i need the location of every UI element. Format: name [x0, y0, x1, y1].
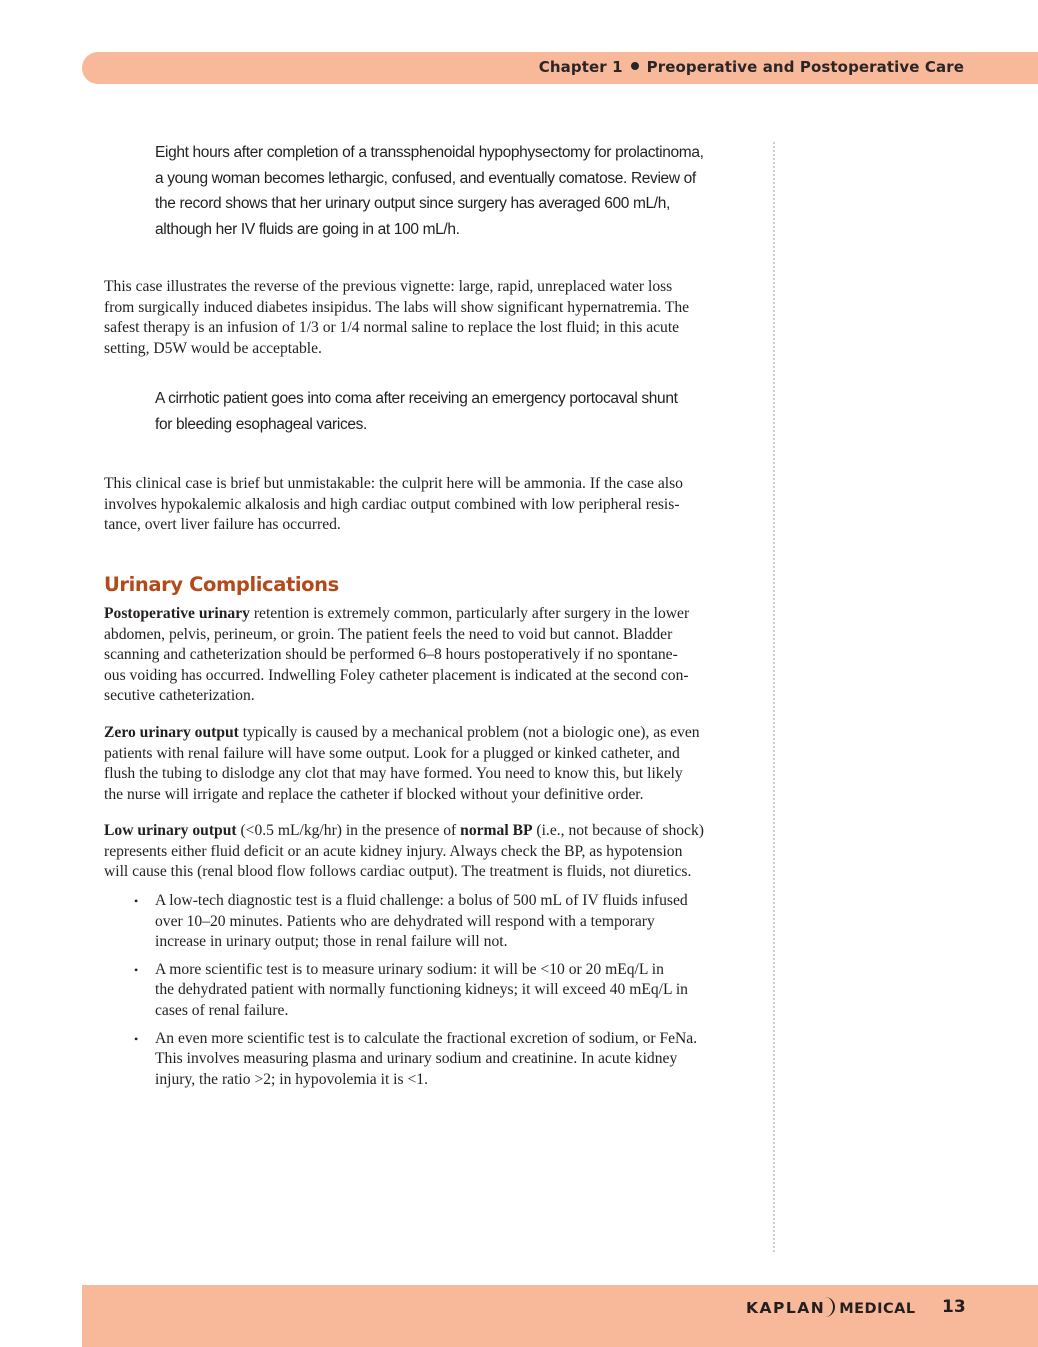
bold-term: Zero urinary output: [104, 724, 239, 741]
logo-medical: MEDICAL: [839, 1301, 916, 1317]
vignette-line: for bleeding esophageal varices.: [155, 415, 367, 433]
text-line: cases of renal failure.: [155, 1001, 289, 1019]
text-line: This case illustrates the reverse of the previous vignette: large, rapid, unreplaced water loss: [104, 278, 673, 295]
list-item: [104, 1029, 756, 1091]
text-line: A low-tech diagnostic test is a fluid challenge: a bolus of 500 mL of IV fluids infused: [155, 892, 688, 909]
text-line: the nurse will irrigate and replace the catheter if blocked without your definitive order.: [104, 785, 644, 803]
text-line: will cause this (renal blood flow follows cardiac output). The treatment is fluids, not diuretics.: [104, 863, 692, 881]
chapter-title: Preoperative and Postoperative Care: [646, 58, 964, 76]
text-line: safest therapy is an infusion of 1/3 or 1/4 normal saline to replace the lost fluid; in this acute: [104, 319, 680, 337]
text-line: the dehydrated patient with normally functioning kidneys; it will exceed 40 mEq/L in: [155, 981, 688, 999]
text-line: increase in urinary output; those in renal failure will not.: [155, 933, 508, 951]
text-line: ous voiding has occurred. Indwelling Foley catheter placement is indicated at the second con-: [104, 666, 689, 684]
text-line: represents either fluid deficit or an acute kidney injury. Always check the BP, as hypotension: [104, 842, 683, 860]
low-output-paragraph: [104, 821, 756, 883]
text-line: typically is caused by a mechanical problem (not a biologic one), as even: [238, 724, 700, 741]
bullet-icon: •: [134, 1031, 139, 1046]
text-fragment: (i.e., not because of shock): [532, 822, 704, 839]
discussion-paragraph-1: [104, 277, 756, 359]
section-heading: Urinary Complications: [104, 573, 339, 596]
text-line: abdomen, pelvis, perineum, or groin. The patient feels the need to void but cannot. Bladder: [104, 625, 673, 643]
logo-arc-icon: [823, 1297, 835, 1317]
case-vignette-2: [155, 386, 715, 437]
text-line: over 10–20 minutes. Patients who are dehydrated will respond with a temporary: [155, 912, 655, 930]
bullet-icon: •: [134, 962, 139, 977]
page-number: 13: [942, 1297, 966, 1317]
vignette-line: Eight hours after completion of a transsphenoidal hypophysectomy for prolactinoma,: [155, 144, 704, 161]
text-fragment: (<0.5 mL/kg/hr) in the presence of: [236, 822, 461, 839]
text-line: retention is extremely common, particularly after surgery in the lower: [249, 605, 690, 622]
bold-term: normal BP: [460, 822, 533, 839]
vignette-line: although her IV fluids are going in at 100 mL/h.: [155, 220, 460, 238]
vignette-line: the record shows that her urinary output since surgery has averaged 600 mL/h,: [155, 195, 670, 212]
text-line: This involves measuring plasma and urinary sodium and creatinine. In acute kidney: [155, 1050, 678, 1068]
text-line: scanning and catheterization should be performed 6–8 hours postoperatively if no spontane-: [104, 646, 678, 664]
text-line: patients with renal failure will have some output. Look for a plugged or kinked catheter, and: [104, 744, 680, 762]
text-line: setting, D5W would be acceptable.: [104, 339, 322, 357]
text-line: involves hypokalemic alkalosis and high cardiac output combined with low peripheral resis-: [104, 495, 680, 513]
text-line: injury, the ratio >2; in hypovolemia it is <1.: [155, 1070, 428, 1088]
vignette-line: a young woman becomes lethargic, confused, and eventually comatose. Review of: [155, 169, 696, 187]
chapter-label: Chapter 1: [538, 58, 623, 76]
bullet-dot-icon: [631, 62, 639, 70]
margin-divider: [773, 142, 775, 1252]
text-line: from surgically induced diabetes insipidus. The labs will show significant hypernatremia. The: [104, 298, 690, 316]
text-line: This clinical case is brief but unmistakable: the culprit here will be ammonia. If the case also: [104, 475, 683, 492]
discussion-paragraph-2: [104, 474, 756, 536]
list-item: [104, 891, 756, 953]
text-line: flush the tubing to dislodge any clot that may have formed. You need to know this, but likely: [104, 765, 683, 783]
running-head: [539, 58, 964, 76]
bold-term: Low urinary output: [104, 822, 237, 839]
vignette-line: A cirrhotic patient goes into coma after receiving an emergency portocaval shunt: [155, 390, 678, 407]
zero-output-paragraph: [104, 723, 756, 805]
text-line: tance, overt liver failure has occurred.: [104, 516, 341, 534]
kaplan-medical-logo: [746, 1297, 916, 1323]
logo-kaplan: KAPLAN: [746, 1299, 826, 1317]
list-item: [104, 960, 756, 1022]
bold-term: Postoperative urinary: [104, 605, 250, 622]
test-bullet-list: [104, 891, 756, 1097]
case-vignette-1: [155, 140, 715, 242]
text-line: A more scientific test is to measure urinary sodium: it will be <10 or 20 mEq/L in: [155, 960, 664, 978]
text-line: An even more scientific test is to calculate the fractional excretion of sodium, or FeNa.: [155, 1029, 698, 1047]
text-line: secutive catheterization.: [104, 687, 255, 705]
bullet-icon: •: [134, 894, 139, 908]
retention-paragraph: [104, 604, 756, 707]
